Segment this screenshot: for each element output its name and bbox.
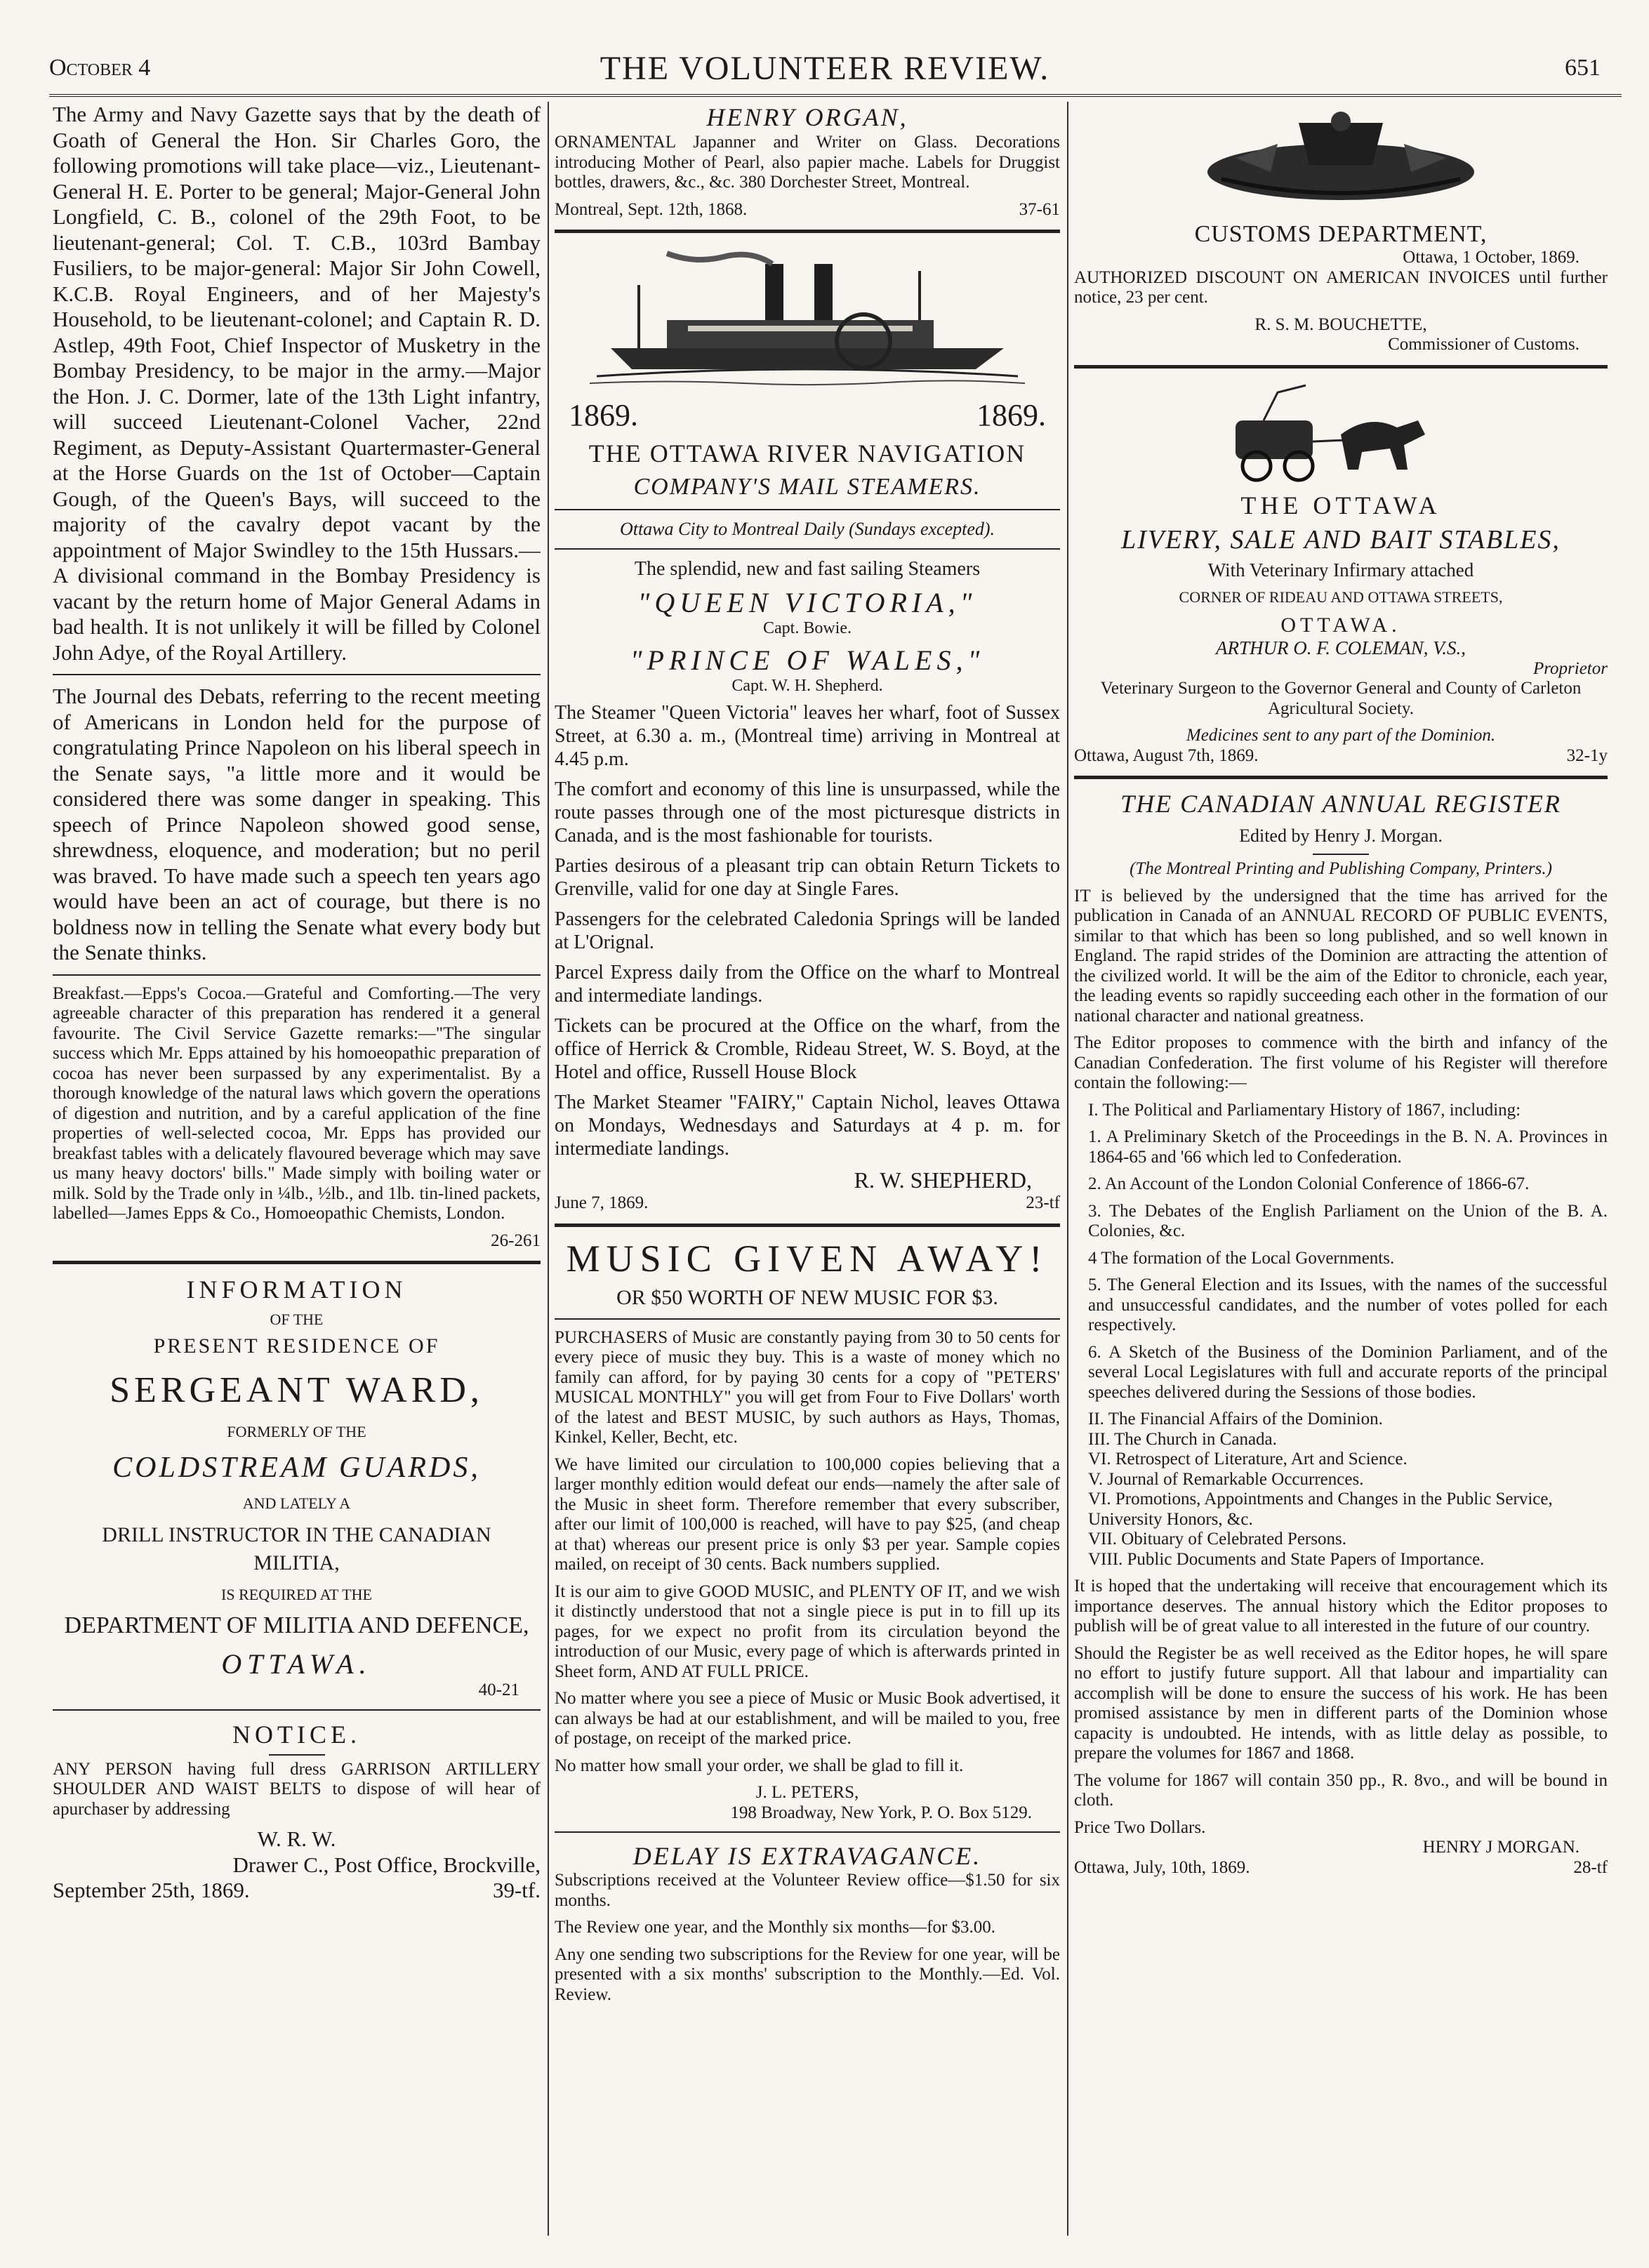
ad-code: 23-tf [1026,1193,1060,1212]
navigation-subtitle: COMPANY'S MAIL STEAMERS. [633,474,981,500]
divider [555,1831,1060,1833]
register-footer [1074,1858,1608,1878]
register-list-item: VIII. Public Documents and State Papers of Importance. [1088,1549,1485,1569]
year-left: 1869. [569,398,638,432]
ad-code: 37-61 [1019,199,1060,219]
ad-code: 39-tf. [492,1878,541,1902]
customs-signature: R. S. M. BOUCHETTE, [1254,314,1427,334]
register-title: THE CANADIAN ANNUAL REGISTER [1120,790,1561,818]
music-address: 198 Broadway, New York, P. O. Box 5129. [730,1803,1032,1822]
register-list-item: I. The Political and Parliamentary History of 1867, including: [1088,1100,1521,1120]
notice-date: September 25th, 1869. [53,1878,250,1902]
epps-cocoa-ad: Breakfast.—Epps's Cocoa.—Grateful and Comforting.—The very agreeable character of this preparation has rendered it a general favourite. The Civil Service Gazette remarks:—"The singular success which Mr. Epps attained by his homoeopathic preparation of cocoa has never been surpassed by any experimentalist. By a thorough knowledge of the natural laws which govern the operations of digestion and nutrition, and by a careful application of the fine properties of well-selected cocoa, Mr. Epps has provided our breakfast tables with a delicately flavoured beverage which may save us many heavy doctors' bills." Made simply with boiling water or milk. Sold by the Trade only in ¼lb., ½lb., and 1lb. tin-lined packets, labelled—James Epps & Co., Homoeopathic Chemists, London. [53,983,541,1223]
customs-date: Ottawa, 1 October, 1869. [1403,248,1580,267]
navigation-paragraph: The Market Steamer "FAIRY," Captain Nichol, leaves Ottawa on Mondays, Wednesdays and Saturdays at 4 p. m. for intermediate landings. [555,1092,1060,1160]
livery-corner: CORNER OF RIDEAU AND OTTAWA STREETS, [1179,588,1503,606]
register-list-item: V. Journal of Remarkable Occurrences. [1088,1469,1364,1489]
divider [555,230,1060,233]
notice-sig: W. R. W. [257,1826,336,1851]
music-signature: J. L. PETERS, [755,1783,859,1802]
register-paragraph: The Editor proposes to commence with the birth and infancy of the Canadian Confederation. The first volume of his Register will therefore contain the following:— [1074,1033,1608,1092]
customs-body: AUTHORIZED DISCOUNT ON AMERICAN INVOICES until further notice, 23 per cent. [1074,267,1608,307]
info-of: OF THE [270,1311,324,1328]
notice-address: Drawer C., Post Office, Brockville, [232,1852,541,1877]
page-number: 651 [1565,55,1601,81]
organ-title: HENRY ORGAN, [706,103,908,131]
ad-code: 26-261 [491,1231,541,1250]
column-left [53,102,541,2236]
navigation-paragraph: The Steamer "Queen Victoria" leaves her wharf, foot of Sussex Street, at 6.30 a. m., (Montreal time) arriving in Montreal at 4.45 p.m. [555,702,1060,770]
music-paragraph: It is our aim to give GOOD MUSIC, and PLENTY OF IT, and we wish it distinctly understood that not a single piece is put in to fill up its pages, for we expect no profit from its circulation beyond the introduction of our Music, every page of which is afterwards printed in Sheet form, AND AT FULL PRICE. [555,1581,1060,1681]
delay-title: DELAY IS EXTRAVAGANCE. [633,1842,982,1870]
delay-paragraph: Any one sending two subscriptions for the Review for one year, will be presented with a six months' subscription to the Monthly.—Ed. Vol. Review. [555,1944,1060,2004]
year-line [555,397,1060,433]
livery-date: Ottawa, August 7th, 1869. [1074,745,1259,765]
issue-date: October 4 [49,55,151,81]
debats-article: The Journal des Debats, referring to the recent meeting of Americans in London held for the purpose of congratulating Prince Napoleon on his liberal speech in the Senate says, "a little more and it would be considered there was some danger in speaking. This speech of Prince Napoleon showed good sense, shrewdness, eloquence, and moderation; but no peril was braved. To have made such a speech ten years ago would have been an act of courage, but there is no boldness now in telling the Senate what every body but the Senate thinks. [53,684,541,964]
delay-paragraph: Subscriptions received at the Volunteer Review office—$1.50 for six months. [555,1871,1060,1910]
livery-the-ottawa: THE OTTAWA [1240,491,1441,519]
info-name: SERGEANT WARD, [110,1370,484,1410]
info-guards: COLDSTREAM GUARDS, [112,1452,481,1484]
ad-code: 28-tf [1573,1857,1608,1877]
navigation-route: Ottawa City to Montreal Daily (Sundays excepted). [619,519,995,539]
captain-bowie: Capt. Bowie. [763,619,852,637]
livery-owner: ARTHUR O. F. COLEMAN, V.S., [1215,637,1466,658]
divider [1074,365,1608,369]
register-list-item: 2. An Account of the London Colonial Conference of 1866-67. [1088,1174,1530,1193]
organ-date: Montreal, Sept. 12th, 1868. [555,199,748,219]
ad-code: 40-21 [478,1680,519,1699]
register-list-item: VI. Promotions, Appointments and Changes in the Public Service, University Honors, &c. [1088,1490,1553,1529]
register-list-item: 1. A Preliminary Sketch of the Proceedings in the B. N. A. Provinces in 1864-65 and '66 which led to Confederation. [1088,1127,1608,1167]
info-dept: DEPARTMENT OF MILITIA AND DEFENCE, [64,1612,529,1638]
organ-footer [555,200,1060,220]
livery-description: Veterinary Surgeon to the Governor General and County of Carleton Agricultural Society. [1100,679,1582,718]
divider [1313,854,1369,855]
column-right [1074,102,1608,2236]
divider [269,1754,325,1756]
divider [555,1223,1060,1227]
divider [1074,776,1608,779]
music-paragraph: We have limited our circulation to 100,000 copies believing that a larger monthly edition would defeat our ends—namely the after sale of the Music in sheet form. Therefore remember that every subscriber, after our limit of 100,000 is reached, will have to pay $25, (and cheap at that) whereas our present price is only $3 per year. Sample copies mailed, on receipt of 30 cents. Back numbers supplied. [555,1454,1060,1574]
organ-body: ORNAMENTAL Japanner and Writer on Glass. Decorations introducing Mother of Pearl, also papier mache. Labels for Druggist bottles, drawers, &c., &c. 380 Dorchester Street, Montreal. [555,133,1060,192]
register-paragraph: Should the Register be as well received as the Editor hopes, he will spare no effort to justify future support. All that labour and impartiality can accomplish will be done to ensure the success of his work. He has been promised assistance by men in different parts of the Dominion whose capacity is undoubted. He intends, with as little delay as possible, to prepare the volumes for 1867 and 1868. [1074,1643,1608,1763]
divider [555,509,1060,510]
info-present: PRESENT RESIDENCE OF [153,1334,440,1358]
register-printers: (The Montreal Printing and Publishing Company, Printers.) [1130,859,1552,878]
captain-shepherd: Capt. W. H. Shepherd. [731,677,883,695]
divider [53,1261,541,1264]
register-date: Ottawa, July, 10th, 1869. [1074,1857,1250,1877]
livery-title: LIVERY, SALE AND BAIT STABLES, [1121,524,1561,555]
ad-code: 32-1y [1566,745,1608,765]
livery-medicines: Medicines sent to any part of the Dominion. [1186,726,1496,745]
column-middle [555,102,1060,2236]
divider [53,1709,541,1711]
register-list-item: VII. Obituary of Celebrated Persons. [1088,1530,1346,1549]
navigation-signature: R. W. SHEPHERD, [854,1167,1032,1193]
divider [53,674,541,675]
carriage-engraving-icon [1207,378,1474,484]
register-list-item: II. The Financial Affairs of the Dominion. [1088,1410,1383,1428]
notice-title: NOTICE. [232,1720,361,1749]
navigation-footer [555,1193,1060,1214]
navigation-paragraph: Tickets can be procured at the Office on the wharf, from the office of Herrick & Cromble, Rideau Street, W. S. Boyd, at the Hotel and office, Russell House Block [555,1015,1060,1083]
divider [53,974,541,976]
header-rule [49,94,1622,97]
music-paragraph: No matter how small your order, we shall be glad to fill it. [555,1756,964,1775]
navigation-paragraph: The comfort and economy of this line is unsurpassed, while the route passes through one of the most picturesque districts in Canada, and is the most fashionable for tourists. [555,778,1060,847]
register-paragraph: The volume for 1867 will contain 350 pp., R. 8vo., and will be bound in cloth. [1074,1770,1608,1810]
register-paragraph: It is hoped that the undertaking will receive that encouragement which its importance deserves. The annual history which the Editor proposes to publish will be of great value to all interested in the future of our country. [1074,1577,1608,1636]
register-price: Price Two Dollars. [1074,1817,1206,1837]
delay-paragraph: The Review one year, and the Monthly six months—for $3.00. [555,1918,996,1937]
register-editor: Edited by Henry J. Morgan. [1239,825,1443,846]
info-ottawa: OTTAWA. [221,1648,372,1680]
steamer-prince-of-wales: "PRINCE OF WALES," [630,644,985,676]
info-required: IS REQUIRED AT THE [221,1586,372,1603]
music-title: MUSIC GIVEN AWAY! [566,1237,1049,1280]
register-list-item: 4 The formation of the Local Governments. [1088,1248,1395,1268]
info-title: INFORMATION [186,1275,407,1304]
livery-subtitle: With Veterinary Infirmary attached [1207,559,1474,581]
steamer-engraving-icon [583,243,1032,390]
column-divider [548,102,549,2236]
music-paragraph: PURCHASERS of Music are constantly paying from 30 to 50 cents for every piece of music they buy. This is a waste of money which no family can afford, for by paying 30 cents for a copy of "PETERS' MUSICAL MONTHLY" you will get from Four to Five Dollars' worth of the latest and BEST MUSIC, by such authors as Hays, Thomas, Kinkel, Keller, Becht, etc. [555,1327,1060,1447]
army-promotions-article: The Army and Navy Gazette says that by the death of Goath of General the Hon. Sir Charles Goro, the following promotions will take place—viz., Lieutenant-General H. E. Porter to be general; Major-General John Longfield, C. B., colonel of the 29th Foot, to be lieutenant-general; Col. T. C.B., 103rd Bambay Fusiliers, to be major-general: Major Sir John Cowell, K.C.B. Royal Engineers, and of her Majesty's Household, to be lieutenant-colonel; and Captain R. D. Astlep, 49th Foot, Chief Inspector of Musketry in the Bombay Presidency, to be major in the army.—Major the Hon. J. C. Dormer, late of the 13th Light infantry, will succeed Lieutenant-Colonel Vacher, 22nd Regiment, as Deputy-Assistant Quartermaster-General at the Horse Guards on the 1st of October—Captain Gough, of the Queen's Bays, will succeed to the majority of the cavalry depot vacant by the appointment of Major Swindley to the 15th Hussars.—A divisional command in the Bombay Presidency is vacant by the return home of Major General Adams in bad health. It is not unlikely it will be filled by Colonel John Adye, of the Royal Artillery. [53,102,541,665]
navigation-date: June 7, 1869. [555,1193,649,1212]
divider [555,1318,1060,1320]
coat-of-arms-icon [1193,109,1488,214]
register-list-item: 5. The General Election and its Issues, with the names of the successful and unsuccessful candidates, and the number of votes polled for each respectively. [1088,1275,1608,1334]
register-list-item: 6. A Sketch of the Business of the Dominion Parliament, and of the several Local Legislatures with full and accurate reports of the principal speeches delivered during the Sessions of those bodies. [1088,1342,1608,1402]
navigation-title: THE OTTAWA RIVER NAVIGATION [588,439,1026,467]
livery-proprietor: Proprietor [1532,658,1608,678]
steamer-queen-victoria: "QUEEN VICTORIA," [637,587,977,618]
info-formerly: FORMERLY OF THE [227,1423,366,1440]
register-list-item: VI. Retrospect of Literature, Art and Science. [1088,1450,1408,1468]
music-paragraph: No matter where you see a piece of Music or Music Book advertised, it can always be had at our establishment, and will be mailed to you, free of postage, on receipt of the marked price. [555,1689,1060,1748]
register-paragraph: IT is believed by the undersigned that the time has arrived for the publication in Canada of an ANNUAL RECORD OF PUBLIC EVENTS, similar to that which has been so long published, and so well known in England. The rapid strides of the Dominion are attracting the attention of the civilized world. It will be the aim of the Editor to chronicle, each year, the leading events so rapidly succeeding each other in the formation of our national character and national greatness. [1074,886,1608,1026]
notice-body: ANY PERSON having full dress GARRISON ARTILLERY SHOULDER AND WAIST BELTS to dispose of will hear of apurchaser by addressing [53,1759,541,1819]
register-list-item: III. The Church in Canada. [1088,1429,1277,1449]
livery-ottawa: OTTAWA. [1280,613,1401,637]
info-lately: AND LATELY A [242,1494,351,1512]
navigation-paragraph: Parties desirous of a pleasant trip can obtain Return Tickets to Grenville, valid for one day at Single Fares. [555,855,1060,900]
divider [555,548,1060,550]
notice-footer [53,1878,541,1904]
navigation-intro: The splendid, new and fast sailing Steamers [634,558,981,580]
masthead: THE VOLUNTEER REVIEW. [600,50,1050,87]
page-header [28,42,1622,91]
year-right: 1869. [976,398,1046,432]
register-list-item: 3. The Debates of the English Parliament on the Union of the B. A. Colonies, &c. [1088,1201,1608,1240]
column-divider [1067,102,1068,2236]
music-subtitle: OR $50 WORTH OF NEW MUSIC FOR $3. [616,1285,998,1309]
livery-footer [1074,746,1608,767]
register-signature: HENRY J MORGAN. [1422,1838,1580,1857]
info-drill: DRILL INSTRUCTOR IN THE CANADIAN MILITIA, [102,1523,491,1574]
navigation-paragraph: Parcel Express daily from the Office on the wharf to Montreal and intermediate landings. [555,962,1060,1007]
customs-title: CUSTOMS DEPARTMENT, [1194,221,1488,247]
customs-role: Commissioner of Customs. [1388,335,1580,354]
navigation-paragraph: Passengers for the celebrated Caledonia Springs will be landed at L'Orignal. [555,908,1060,953]
